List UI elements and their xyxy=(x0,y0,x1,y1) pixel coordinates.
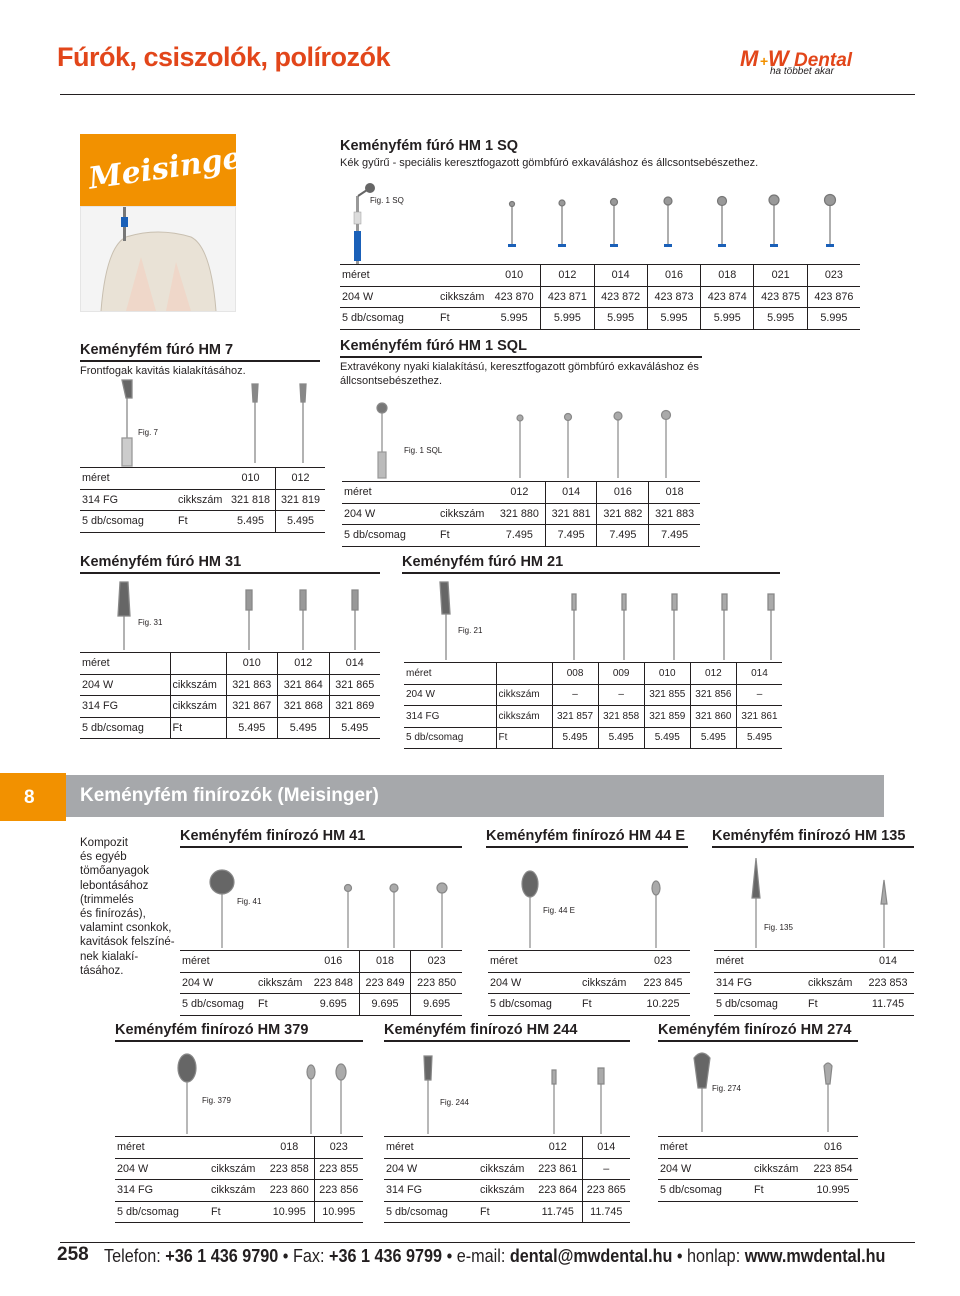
table-cell: 010 xyxy=(488,265,541,287)
hm135-fig-label: Fig. 135 xyxy=(764,923,793,932)
hm135-burs-figure xyxy=(712,854,914,950)
table-cell: 223 845 xyxy=(636,972,690,994)
table-cell: 018 xyxy=(265,1137,314,1159)
table-cell: méret xyxy=(342,482,438,504)
table-cell: 7.495 xyxy=(649,525,700,547)
footer-email-link[interactable]: dental@mwdental.hu xyxy=(509,1246,673,1266)
hm135-title: Keményfém finírozó HM 135 xyxy=(712,828,914,848)
table-row xyxy=(180,994,462,1016)
table-cell: 11.745 xyxy=(862,994,914,1016)
table-cell: 321 882 xyxy=(597,503,649,525)
table-cell: 204 W xyxy=(342,503,438,525)
table-cell: 423 870 xyxy=(488,286,541,308)
table-row xyxy=(80,468,325,490)
table-row xyxy=(340,286,860,308)
table-cell: cikkszám xyxy=(256,972,308,994)
table-cell: 018 xyxy=(649,482,700,504)
table-cell: 314 FG xyxy=(115,1180,209,1202)
table-cell: 5 db/csomag xyxy=(404,727,496,749)
table-cell: méret xyxy=(658,1137,752,1159)
table-cell: 423 871 xyxy=(541,286,594,308)
table-cell xyxy=(496,663,552,685)
section-number-tab xyxy=(0,773,66,821)
table-cell: 223 861 xyxy=(534,1158,582,1180)
table-cell: 010 xyxy=(226,468,276,490)
table-cell xyxy=(752,1137,808,1159)
table-cell: cikkszám xyxy=(438,286,488,308)
hm379-table xyxy=(115,1136,363,1223)
hm1sql-fig-label: Fig. 1 SQL xyxy=(404,446,443,455)
hm1sq-title: Keményfém fúró HM 1 SQ xyxy=(340,138,519,154)
table-cell: 204 W xyxy=(340,286,438,308)
hm274-burs-figure xyxy=(658,1048,858,1134)
table-cell: 10.995 xyxy=(265,1201,314,1223)
section-title: Keményfém finírozók (Meisinger) xyxy=(80,785,379,806)
table-cell: cikkszám xyxy=(806,972,862,994)
table-cell: 5.495 xyxy=(278,717,330,739)
table-cell: 014 xyxy=(736,663,782,685)
table-cell: méret xyxy=(80,653,170,675)
table-cell: méret xyxy=(714,951,806,973)
footer-fax: +36 1 436 9799 xyxy=(329,1246,443,1266)
hm244-title: Keményfém finírozó HM 244 xyxy=(384,1022,630,1042)
table-cell: 321 863 xyxy=(226,674,278,696)
table-cell: 023 xyxy=(411,951,462,973)
table-cell: cikkszám xyxy=(478,1180,534,1202)
table-cell xyxy=(478,1137,534,1159)
table-cell: 204 W xyxy=(80,674,170,696)
hm1sq-desc: Kék gyűrű - speciális keresztfogazott gömbfúró exkaváláshoz és állcsontsebészethez. xyxy=(340,157,759,169)
table-row xyxy=(115,1201,363,1223)
hm379-title: Keményfém finírozó HM 379 xyxy=(115,1022,363,1042)
hm7-title: Keményfém fúró HM 7 xyxy=(80,342,320,362)
hm1sq-bur-row xyxy=(508,195,836,248)
table-cell xyxy=(438,265,488,287)
table-cell: 321 861 xyxy=(736,706,782,728)
table-cell: 5.495 xyxy=(276,511,326,533)
hm1sq-burs-figure xyxy=(340,176,860,268)
hm244-burs-figure xyxy=(384,1050,630,1136)
table-cell: 204 W xyxy=(658,1158,752,1180)
table-cell: 314 FG xyxy=(80,696,170,718)
table-cell: 223 856 xyxy=(314,1180,363,1202)
table-row xyxy=(80,696,380,718)
table-cell: 321 856 xyxy=(690,684,736,706)
table-cell: 223 864 xyxy=(534,1180,582,1202)
table-cell: 5.495 xyxy=(644,727,690,749)
table-cell: 10.225 xyxy=(636,994,690,1016)
table-cell xyxy=(256,951,308,973)
table-cell: 321 858 xyxy=(598,706,644,728)
hm379-fig-label: Fig. 379 xyxy=(202,1096,231,1105)
table-cell: Ft xyxy=(209,1201,265,1223)
hm44e-table xyxy=(488,950,690,1016)
table-cell: 321 859 xyxy=(644,706,690,728)
table-row xyxy=(180,951,462,973)
table-cell: 5 db/csomag xyxy=(342,525,438,547)
table-cell: 10.995 xyxy=(314,1201,363,1223)
table-cell: méret xyxy=(488,951,580,973)
table-cell: 314 FG xyxy=(404,706,496,728)
table-cell: 223 853 xyxy=(862,972,914,994)
table-cell xyxy=(209,1137,265,1159)
table-row xyxy=(80,489,325,511)
table-cell: 223 854 xyxy=(808,1158,858,1180)
table-cell xyxy=(438,482,494,504)
table-cell: 223 860 xyxy=(265,1180,314,1202)
table-cell xyxy=(176,468,226,490)
table-cell: 023 xyxy=(807,265,860,287)
table-cell: 014 xyxy=(329,653,380,675)
table-cell: 018 xyxy=(359,951,411,973)
table-row xyxy=(488,951,690,973)
table-cell: 014 xyxy=(582,1137,630,1159)
table-row xyxy=(180,972,462,994)
table-cell: 314 FG xyxy=(384,1180,478,1202)
table-cell: 5 db/csomag xyxy=(384,1201,478,1223)
table-row xyxy=(115,1158,363,1180)
table-cell: cikkszám xyxy=(580,972,636,994)
table-cell: méret xyxy=(80,468,176,490)
table-cell: Ft xyxy=(438,308,488,330)
table-row xyxy=(80,717,380,739)
table-cell: Ft xyxy=(170,717,226,739)
table-cell: 016 xyxy=(308,951,359,973)
table-cell: 321 869 xyxy=(329,696,380,718)
hm135-table xyxy=(714,950,914,1016)
svg-text:M: M xyxy=(740,46,759,71)
table-cell: 321 865 xyxy=(329,674,380,696)
table-cell: 012 xyxy=(690,663,736,685)
section-bar xyxy=(66,775,884,817)
table-cell: 014 xyxy=(594,265,647,287)
table-cell: 5 db/csomag xyxy=(714,994,806,1016)
table-row xyxy=(384,1180,630,1202)
table-cell: 423 874 xyxy=(701,286,754,308)
hm21-table xyxy=(404,662,782,749)
table-cell: 321 867 xyxy=(226,696,278,718)
tooth-image xyxy=(80,206,236,312)
table-cell: 012 xyxy=(541,265,594,287)
table-cell: 321 855 xyxy=(644,684,690,706)
table-cell: 5 db/csomag xyxy=(488,994,580,1016)
table-cell: 423 872 xyxy=(594,286,647,308)
table-cell: 016 xyxy=(647,265,700,287)
table-cell: 204 W xyxy=(115,1158,209,1180)
hm21-title: Keményfém fúró HM 21 xyxy=(402,554,780,574)
table-row xyxy=(488,972,690,994)
table-row xyxy=(384,1137,630,1159)
table-cell: 012 xyxy=(534,1137,582,1159)
table-row xyxy=(404,727,782,749)
table-cell: 016 xyxy=(597,482,649,504)
table-cell: 023 xyxy=(314,1137,363,1159)
table-cell: 5.995 xyxy=(594,308,647,330)
table-cell: 5 db/csomag xyxy=(115,1201,209,1223)
section-number: 8 xyxy=(24,787,35,808)
hm244-fig-label: Fig. 244 xyxy=(440,1098,469,1107)
table-cell: 5.495 xyxy=(552,727,598,749)
footer-contact: Telefon: +36 1 436 9790 • Fax: +36 1 436 9799 • e-mail: dental@mwdental.hu • honlap: www.mwdental.hu xyxy=(104,1246,886,1266)
table-cell: 5.995 xyxy=(488,308,541,330)
table-cell: 223 855 xyxy=(314,1158,363,1180)
table-row xyxy=(404,684,782,706)
svg-text:+: + xyxy=(760,53,769,69)
table-cell: 5.995 xyxy=(701,308,754,330)
hm244-table xyxy=(384,1136,630,1223)
table-cell: cikkszám xyxy=(752,1158,808,1180)
hm1sql-desc: Extravékony nyaki kialakítású, keresztfogazott gömbfúró exkaváláshoz és állcsontsebészethez. xyxy=(340,361,699,387)
hm274-title: Keményfém finírozó HM 274 xyxy=(658,1022,858,1042)
table-row xyxy=(384,1201,630,1223)
table-cell: Ft xyxy=(752,1180,808,1202)
table-cell: – xyxy=(552,684,598,706)
table-cell: 010 xyxy=(644,663,690,685)
table-cell: méret xyxy=(340,265,438,287)
table-cell xyxy=(806,951,862,973)
table-cell: 423 873 xyxy=(647,286,700,308)
page-title: Fúrók, csiszolók, polírozók xyxy=(57,42,391,72)
table-cell: 321 868 xyxy=(278,696,330,718)
table-row xyxy=(714,994,914,1016)
hm44e-burs-figure xyxy=(486,858,688,950)
table-cell: 314 FG xyxy=(80,489,176,511)
table-cell: Ft xyxy=(176,511,226,533)
table-cell xyxy=(170,653,226,675)
table-cell: 7.495 xyxy=(597,525,649,547)
table-cell: 010 xyxy=(226,653,278,675)
table-row xyxy=(342,482,700,504)
table-cell: 5.995 xyxy=(754,308,807,330)
table-cell: 423 876 xyxy=(807,286,860,308)
table-cell: 11.745 xyxy=(534,1201,582,1223)
table-row xyxy=(384,1158,630,1180)
table-cell: 11.745 xyxy=(582,1201,630,1223)
table-row xyxy=(115,1137,363,1159)
table-cell: 5 db/csomag xyxy=(658,1180,752,1202)
meisinger-logo: Meisinger xyxy=(80,134,236,206)
table-cell: 018 xyxy=(701,265,754,287)
hm1sq-table xyxy=(340,264,860,330)
table-cell: méret xyxy=(180,951,256,973)
hm31-table xyxy=(80,652,380,739)
table-row xyxy=(80,674,380,696)
footer-rule xyxy=(60,1242,915,1243)
table-cell: 008 xyxy=(552,663,598,685)
table-cell: 204 W xyxy=(384,1158,478,1180)
table-row xyxy=(404,663,782,685)
table-cell: 9.695 xyxy=(411,994,462,1016)
hm7-desc: Frontfogak kavitás kialakításához. xyxy=(80,365,246,377)
table-cell: 014 xyxy=(545,482,597,504)
table-cell: cikkszám xyxy=(170,696,226,718)
hm274-table xyxy=(658,1136,858,1202)
table-row xyxy=(404,706,782,728)
svg-text:W: W xyxy=(768,46,789,71)
table-cell: cikkszám xyxy=(170,674,226,696)
table-row xyxy=(340,265,860,287)
table-cell: 5 db/csomag xyxy=(80,511,176,533)
table-row xyxy=(80,511,325,533)
table-cell: 321 881 xyxy=(545,503,597,525)
table-row xyxy=(658,1158,858,1180)
table-row xyxy=(714,972,914,994)
table-cell: 321 883 xyxy=(649,503,700,525)
table-cell: 204 W xyxy=(180,972,256,994)
table-cell: Ft xyxy=(438,525,494,547)
table-cell: méret xyxy=(384,1137,478,1159)
table-cell: 204 W xyxy=(488,972,580,994)
table-row xyxy=(80,653,380,675)
table-row xyxy=(342,503,700,525)
table-cell: méret xyxy=(115,1137,209,1159)
table-cell: Ft xyxy=(806,994,862,1016)
hm31-title: Keményfém fúró HM 31 xyxy=(80,554,380,574)
hm31-fig-label: Fig. 31 xyxy=(138,618,163,627)
hm44e-title: Keményfém finírozó HM 44 E xyxy=(486,828,688,848)
table-cell: 9.695 xyxy=(308,994,359,1016)
hm379-burs-figure xyxy=(115,1050,365,1136)
hm1sql-burs-figure xyxy=(360,392,700,480)
table-cell: 012 xyxy=(494,482,545,504)
table-cell: 5 db/csomag xyxy=(180,994,256,1016)
table-cell: 314 FG xyxy=(714,972,806,994)
table-cell: 5.495 xyxy=(329,717,380,739)
table-cell: 423 875 xyxy=(754,286,807,308)
table-cell: 5.495 xyxy=(736,727,782,749)
table-row xyxy=(115,1180,363,1202)
hm44e-fig-label: Fig. 44 E xyxy=(543,906,576,915)
hm31-burs-figure xyxy=(80,580,380,652)
table-cell: 223 850 xyxy=(411,972,462,994)
table-cell: Ft xyxy=(580,994,636,1016)
table-cell: 7.495 xyxy=(545,525,597,547)
table-cell: Ft xyxy=(256,994,308,1016)
table-row xyxy=(340,308,860,330)
hm21-fig-label: Fig. 21 xyxy=(458,626,483,635)
table-cell: 321 818 xyxy=(226,489,276,511)
tooth-icon xyxy=(81,207,235,311)
table-cell: 321 860 xyxy=(690,706,736,728)
footer-phone[interactable]: +36 1 436 9790 xyxy=(165,1246,279,1266)
table-cell xyxy=(580,951,636,973)
hm21-burs-figure xyxy=(402,580,782,662)
table-cell: 321 819 xyxy=(276,489,326,511)
table-cell: 5.495 xyxy=(598,727,644,749)
table-cell: 5.995 xyxy=(541,308,594,330)
table-cell: 012 xyxy=(276,468,326,490)
header-rule xyxy=(60,94,915,95)
table-cell: – xyxy=(598,684,644,706)
hm7-burs-figure xyxy=(80,378,330,468)
hm7-table xyxy=(80,467,325,533)
table-cell: 5.495 xyxy=(690,727,736,749)
footer-web-link[interactable]: www.mwdental.hu xyxy=(744,1246,886,1266)
table-cell: 5 db/csomag xyxy=(340,308,438,330)
table-cell: 223 848 xyxy=(308,972,359,994)
hm41-table xyxy=(180,950,462,1016)
table-row xyxy=(488,994,690,1016)
table-cell: cikkszám xyxy=(496,706,552,728)
table-cell: – xyxy=(736,684,782,706)
table-cell: 5.995 xyxy=(807,308,860,330)
brand-tagline: ha többet akar xyxy=(770,66,834,77)
table-cell: 009 xyxy=(598,663,644,685)
brand-logo xyxy=(740,44,865,81)
table-cell: cikkszám xyxy=(438,503,494,525)
table-cell: 223 849 xyxy=(359,972,411,994)
table-cell: 023 xyxy=(636,951,690,973)
table-cell: 5.495 xyxy=(226,717,278,739)
table-cell: cikkszám xyxy=(209,1180,265,1202)
table-cell: 204 W xyxy=(404,684,496,706)
hm274-fig-label: Fig. 274 xyxy=(712,1084,741,1093)
table-cell: 223 858 xyxy=(265,1158,314,1180)
table-cell: cikkszám xyxy=(478,1158,534,1180)
hm1sq-fig-label: Fig. 1 SQ xyxy=(370,196,404,205)
table-cell: 321 857 xyxy=(552,706,598,728)
table-cell: cikkszám xyxy=(496,684,552,706)
hm41-fig-label: Fig. 41 xyxy=(237,897,262,906)
page-number: 258 xyxy=(57,1244,89,1265)
table-cell: 014 xyxy=(862,951,914,973)
table-cell: Ft xyxy=(478,1201,534,1223)
table-cell: 5 db/csomag xyxy=(80,717,170,739)
table-cell: 223 865 xyxy=(582,1180,630,1202)
table-row xyxy=(342,525,700,547)
table-cell: 9.695 xyxy=(359,994,411,1016)
hm7-fig-label: Fig. 7 xyxy=(138,428,159,437)
table-cell: méret xyxy=(404,663,496,685)
table-cell: – xyxy=(582,1158,630,1180)
table-cell: 012 xyxy=(278,653,330,675)
table-row xyxy=(658,1137,858,1159)
table-cell: 10.995 xyxy=(808,1180,858,1202)
hm1sql-table xyxy=(342,481,700,547)
table-cell: cikkszám xyxy=(176,489,226,511)
hm41-title: Keményfém finírozó HM 41 xyxy=(180,828,462,848)
table-cell: 7.495 xyxy=(494,525,545,547)
table-cell: Ft xyxy=(496,727,552,749)
table-row xyxy=(658,1180,858,1202)
svg-text:Dental: Dental xyxy=(794,50,853,71)
table-cell: 016 xyxy=(808,1137,858,1159)
table-cell: 321 880 xyxy=(494,503,545,525)
table-cell: 021 xyxy=(754,265,807,287)
sidebar-description: Kompozit és egyéb tömőanyagok lebontásához (trimmelés és finírozás), valamint csonkok, kavitások felszíné- nek kialakí- tásához. xyxy=(80,837,175,977)
table-cell: 5.495 xyxy=(226,511,276,533)
hm41-burs-figure xyxy=(180,858,462,950)
table-row xyxy=(714,951,914,973)
table-cell: cikkszám xyxy=(209,1158,265,1180)
table-cell: 321 864 xyxy=(278,674,330,696)
table-cell: 5.995 xyxy=(647,308,700,330)
hm1sql-title: Keményfém fúró HM 1 SQL xyxy=(340,338,702,358)
